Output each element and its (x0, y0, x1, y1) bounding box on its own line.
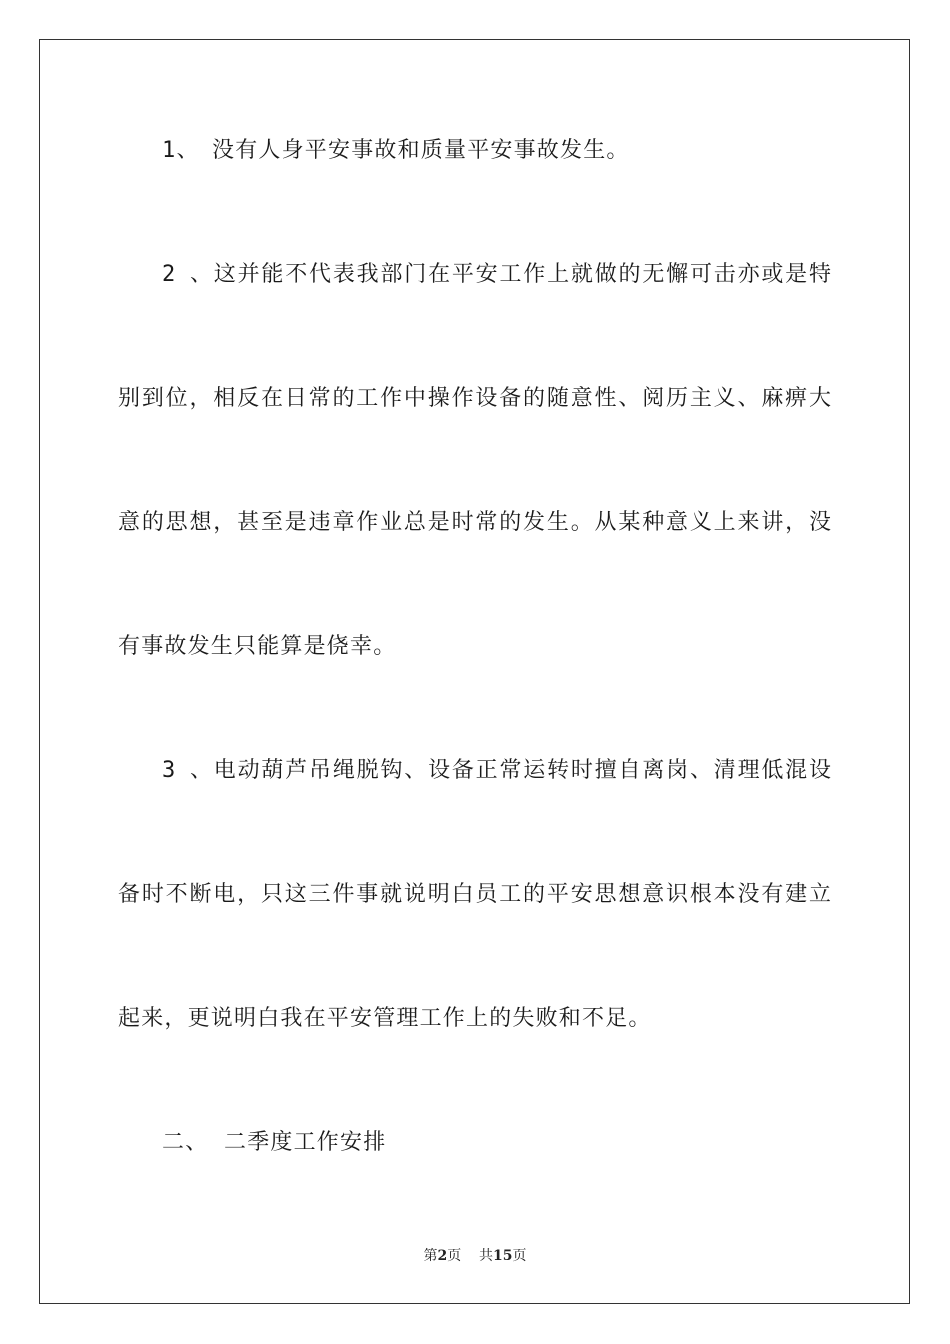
item-number: 3、 (162, 758, 212, 783)
paragraph-line: 别到位，相反在日常的工作中操作设备的随意性、阅历主义、麻痹大 (118, 386, 831, 411)
page-number: 2 (437, 1248, 448, 1264)
list-item-2 (162, 260, 831, 290)
item-text: 没有人身平安事故和质量平安事故发生。 (212, 138, 630, 163)
total-unit: 页 (512, 1248, 527, 1264)
paragraph-line: 备时不断电，只这三件事就说明白员工的平安思想意识根本没有建立 (118, 882, 831, 907)
item-text: 这并能不代表我部门在平安工作上就做的无懈可击亦或是特 (212, 262, 831, 287)
total-label: 共 (479, 1248, 494, 1264)
paragraph-line: 起来，更说明白我在平安管理工作上的失败和不足。 (118, 1006, 652, 1031)
page-frame (39, 39, 910, 1304)
item-text: 电动葫芦吊绳脱钩、设备正常运转时擅自离岗、清理低混设 (212, 758, 831, 783)
page-label: 第 (423, 1248, 438, 1264)
section-number: 二、 (162, 1130, 209, 1155)
paragraph-line: 意的思想，甚至是违章作业总是时常的发生。从某种意义上来讲，没 (118, 510, 831, 535)
list-item-3 (162, 756, 831, 786)
item-number: 2、 (162, 262, 212, 287)
total-pages: 15 (493, 1248, 513, 1264)
section-title: 二季度工作安排 (224, 1130, 387, 1155)
page-unit: 页 (447, 1248, 462, 1264)
section-heading (162, 1128, 386, 1158)
list-item-1 (162, 136, 630, 166)
paragraph-line: 有事故发生只能算是侥幸。 (118, 634, 397, 659)
item-number: 1、 (162, 138, 200, 163)
page-footer (0, 1247, 950, 1265)
